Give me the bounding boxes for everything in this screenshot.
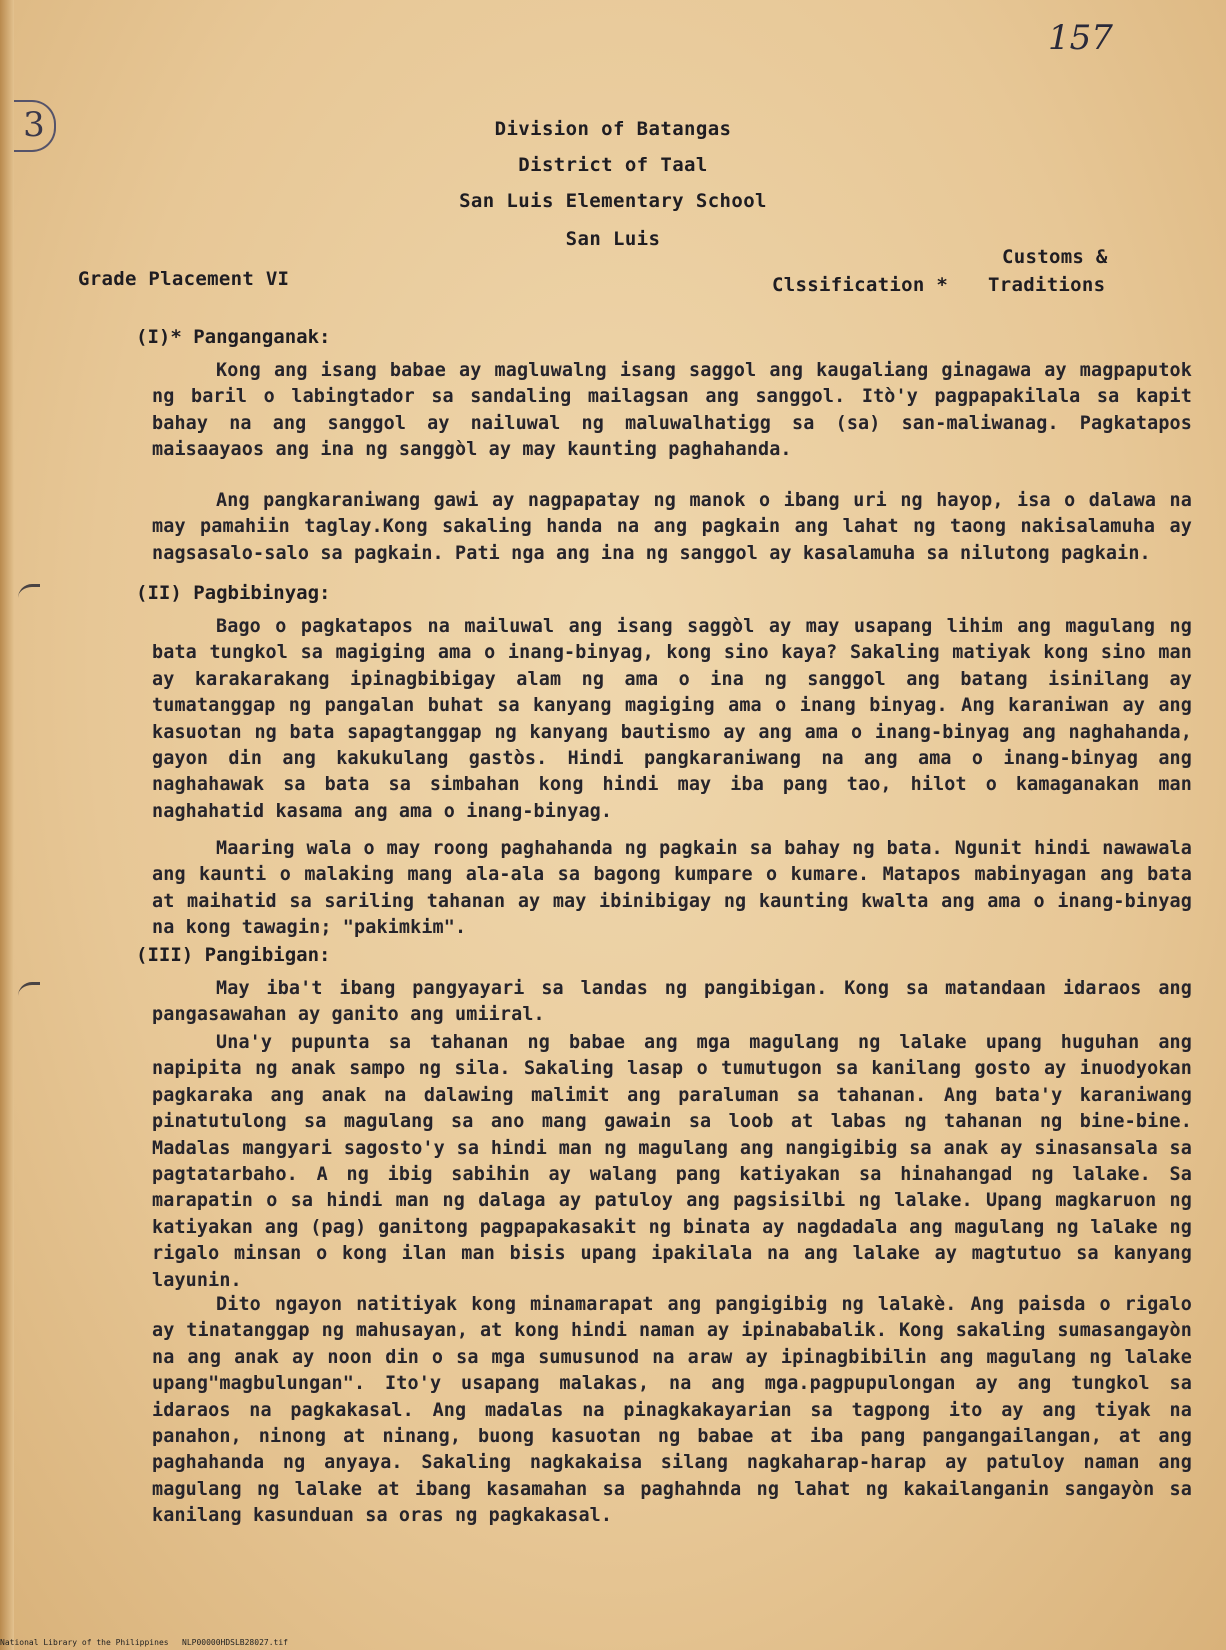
section-heading: (III) Pangibigan: [136, 944, 331, 966]
paragraph: Ang pangkaraniwang gawi ay nagpapatay ng manok o ibang uri ng hayop, isa o dalawa na may pamahiin taglay.Kong sakaling handa na ang pagkain ang lahat ng taong nakisalamuha ay nagsasalo-salo sa pagkain. Pati nga ang ina ng sanggol ay kasalamuha sa nilutong pagkain. [152, 490, 1192, 564]
footer-library: National Library of the Philippines [0, 1638, 169, 1647]
paragraph: May iba't ibang pangyayari sa landas ng pangibigan. Kong sa matandaan idaraos ang pangasawahan ay ganito ang umiiral. [152, 978, 1192, 1026]
binding-hole-mark [18, 982, 40, 997]
paragraph: Kong ang isang babae ay magluwalng isang saggol ang kaugaliang ginagawa ay magpaputok ng baril o labingtador sa sandaling mailagsan ang sanggol. Itò'y pagpapakilala sa kapit bahay na ang sanggol ay nailuwal ng maluwalhatigg sa (sa) san-maliwanag. Pagkatapos maisaayaos ang ina ng sanggòl ay may kaunting paghahanda. [152, 360, 1192, 461]
header-district: District of Taal [518, 154, 708, 176]
header-division: Division of Batangas [494, 118, 732, 140]
header-school: San Luis Elementary School [459, 190, 767, 212]
paragraph: Bago o pagkatapos na mailuwal ang isang saggòl ay may usapang lihim ang magulang ng bata tungkol sa magiging ama o inang-binyag, kong sino kaya? Sakaling matiyak kong sino man ay karakarakang ipinagbibigay alam ng ama o ina ng sanggol ang batang isinilang ay tumatanggap ng pangalan buhat sa kanyang magiging ama o inang binyag. Ang karaniwan ay ang kasuotan ng bata sapagtanggap ng kanyang bautismo ay ang ama o inang-binyag ang naghahanda, gayon din ang kakukulang gastòs. Hindi pangkaraniwang na ang ama o inang-binyag ang naghahawak sa bata sa simbahan kong hindi may iba pang tao, hilot o kamaganakan man naghahatid kasama ang ama o inang-binyag. [152, 616, 1192, 822]
header-place: San Luis [565, 228, 661, 250]
circled-margin-mark: 3 [14, 100, 56, 152]
category-line-2: Traditions [988, 274, 1106, 296]
paragraph: Dito ngayon natitiyak kong minamarapat ang pangigibig ng lalakè. Ang paisda o rigalo ay tinatanggap ng mahusayan, at kong hindi naman ay ipinababalik. Kong sakaling sumasangayòn na ang anak ay noon din o sa mga sumusunod na araw ay ipinagbibilin ang magulang ng lalake upang"magbulungan". Ito'y usapang malakas, na ang mga.pagpupulongan ay ang tungkol sa idaraos na pagkakasal. Ang madalas na pinagkakayarian sa tagpong ito ay ang tiyak na panahon, ninong at ninang, buong kasuotan ng babae at iba pang pangangailangan, at ang paghahanda ng anyaya. Sakaling nagkakaisa silang nagkaharap-harap ay patuloy naman ang magulang ng lalake at ibang kasamahan sa paghahnda ng lahat ng kakailanganin sangayòn sa kanilang kasunduan sa oras ng pagkakasal. [152, 1294, 1192, 1527]
handwritten-page-number: 157 [1048, 18, 1113, 58]
category-line-1: Customs & [1002, 246, 1108, 268]
footer-file: NLP00000HDSLB28027.tif [182, 1638, 288, 1647]
section-heading: (I)* Panganganak: [136, 326, 331, 348]
binding-hole-mark [18, 584, 40, 599]
paragraph: Una'y pupunta sa tahanan ng babae ang mga magulang ng lalake upang huguhan ang napipita ng anak sampo ng sila. Sakaling lasap o tumutugon sa kanilang gosto ay inuodyokan pagkaraka ang anak na dalawing malimit ang paraluman sa tahanan. Ang bata'y karaniwang pinatutulong sa magulang sa ano mang gawain sa loob at labas ng tahanan ng bine-bine. Madalas mangyari sagosto'y sa hindi man ng magulang ang nangigibig sa anak ay sinasansala sa pagtatarbaho. A ng ibig sabihin ay walang pang katiyakan sa hinahangad ng lalake. Sa marapatin o sa hindi man ng dalaga ay patuloy ang pagsisilbi ng lalake. Upang magkaruon ng katiyakan ang (pag) ganitong pagpapakasakit ng binata ay nagdadala ang magulang ng lalake ng rigalo minsan o kong ilan man bisis upang ipakilala na ang lalake ay magtutuo sa kanyang layunin. [152, 1032, 1192, 1291]
section-heading: (II) Pagbibinyag: [136, 582, 331, 604]
grade-placement: Grade Placement VI [78, 268, 290, 290]
paragraph: Maaring wala o may roong paghahanda ng pagkain sa bahay ng bata. Ngunit hindi nawawala ang kaunti o malaking mang ala-ala sa bagong kumpare o kumare. Matapos mabinyagan ang bata at maihatid sa sariling tahanan ay may ibinibigay ng kaunting kwalta ang ama o inang-binyag na kong tawagin; "pakimkim". [152, 838, 1192, 939]
classification-label: Clssification * [772, 274, 949, 296]
